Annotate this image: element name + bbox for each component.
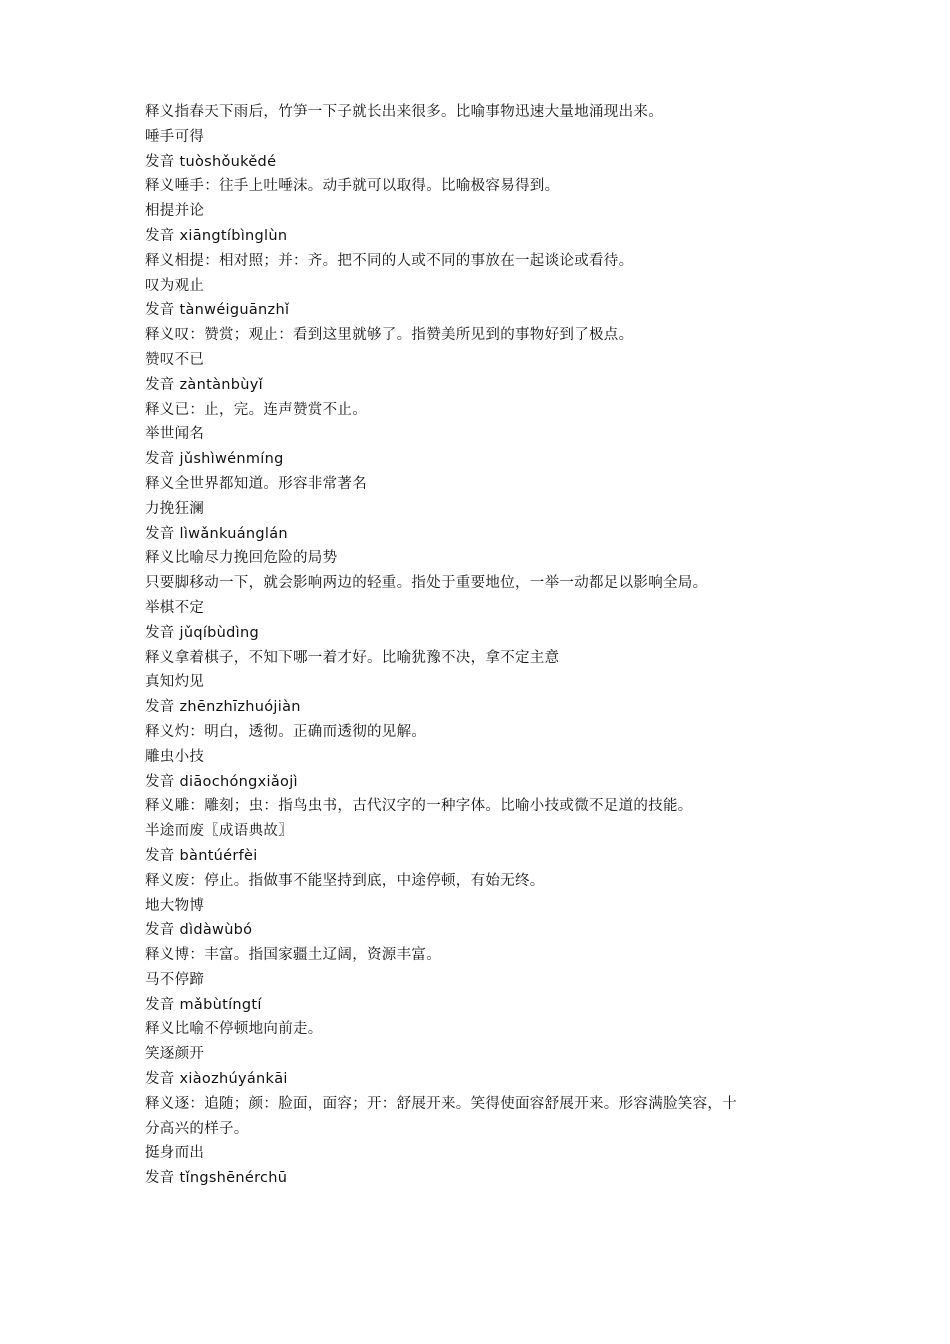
definition-line: 释义比喻尽力挽回危险的局势 (145, 550, 338, 567)
pronunciation-line: 发音 tuòshǒukědé (145, 153, 277, 170)
idiom-heading: 半途而废〖成语典故〗 (145, 823, 293, 840)
definition-line: 释义比喻不停顿地向前走。 (145, 1021, 323, 1038)
pronunciation-line: 发音 diāochóngxiǎojì (145, 773, 298, 790)
definition-line: 释义灼：明白，透彻。正确而透彻的见解。 (145, 723, 427, 740)
pronunciation-line: 发音 xiàozhúyánkāi (145, 1071, 288, 1088)
idiom-heading: 叹为观止 (145, 277, 205, 294)
pronunciation-line: 发音 xiāngtíbìnglùn (145, 227, 288, 244)
definition-line: 释义雕：雕刻；虫：指鸟虫书，古代汉字的一种字体。比喻小技或微不足道的技能。 (145, 798, 693, 815)
pronunciation-line: 发音 zàntànbùyǐ (145, 376, 263, 393)
idiom-heading: 笑逐颜开 (145, 1046, 205, 1063)
document-body (145, 100, 825, 1191)
definition-line: 释义已：止，完。连声赞赏不止。 (145, 401, 367, 418)
pronunciation-line: 发音 dìdàwùbó (145, 922, 253, 939)
pronunciation-line: 发音 jǔqíbùdìng (145, 624, 259, 641)
definition-line: 释义全世界都知道。形容非常著名 (145, 475, 367, 492)
idiom-heading: 地大物博 (145, 897, 205, 914)
idiom-heading: 力挽狂澜 (145, 500, 205, 517)
idiom-heading: 分高兴的样子。 (145, 1120, 249, 1137)
idiom-heading: 相提并论 (145, 203, 205, 220)
text-line: 只要脚移动一下，就会影响两边的轻重。指处于重要地位，一举一动都足以影响全局。 (145, 575, 708, 592)
idiom-heading: 雕虫小技 (145, 748, 205, 765)
definition-line: 释义叹：赞赏；观止：看到这里就够了。指赞美所见到的事物好到了极点。 (145, 327, 634, 344)
pronunciation-line: 发音 tǐngshēnérchū (145, 1170, 288, 1187)
pronunciation-line: 发音 zhēnzhīzhuójiàn (145, 699, 301, 716)
idiom-heading: 唾手可得 (145, 128, 205, 145)
idiom-heading: 赞叹不已 (145, 351, 205, 368)
pronunciation-line: 发音 lìwǎnkuánglán (145, 525, 288, 542)
definition-line: 释义废：停止。指做事不能坚持到底，中途停顿，有始无终。 (145, 872, 545, 889)
idiom-heading: 举世闻名 (145, 426, 205, 443)
definition-line: 释义唾手：往手上吐唾沫。动手就可以取得。比喻极容易得到。 (145, 178, 560, 195)
idiom-heading: 真知灼见 (145, 674, 205, 691)
pronunciation-line: 发音 bàntúérfèi (145, 847, 258, 864)
pronunciation-line: 发音 jǔshìwénmíng (145, 451, 284, 468)
idiom-heading: 举棋不定 (145, 599, 205, 616)
definition-line: 释义博：丰富。指国家疆土辽阔，资源丰富。 (145, 947, 441, 964)
definition-line: 释义逐：追随；颜：脸面，面容；开：舒展开来。笑得使面容舒展开来。形容满脸笑容，十 (145, 1095, 737, 1112)
idiom-heading: 挺身而出 (145, 1145, 205, 1162)
idiom-heading: 马不停蹄 (145, 971, 205, 988)
pronunciation-line: 发音 mǎbùtíngtí (145, 996, 262, 1013)
definition-line: 释义指春天下雨后，竹笋一下子就长出来很多。比喻事物迅速大量地涌现出来。 (145, 104, 663, 120)
pronunciation-line: 发音 tànwéiguānzhǐ (145, 302, 290, 319)
definition-line: 释义拿着棋子，不知下哪一着才好。比喻犹豫不决，拿不定主意 (145, 649, 560, 666)
definition-line: 释义相提：相对照；并：齐。把不同的人或不同的事放在一起谈论或看待。 (145, 252, 634, 269)
